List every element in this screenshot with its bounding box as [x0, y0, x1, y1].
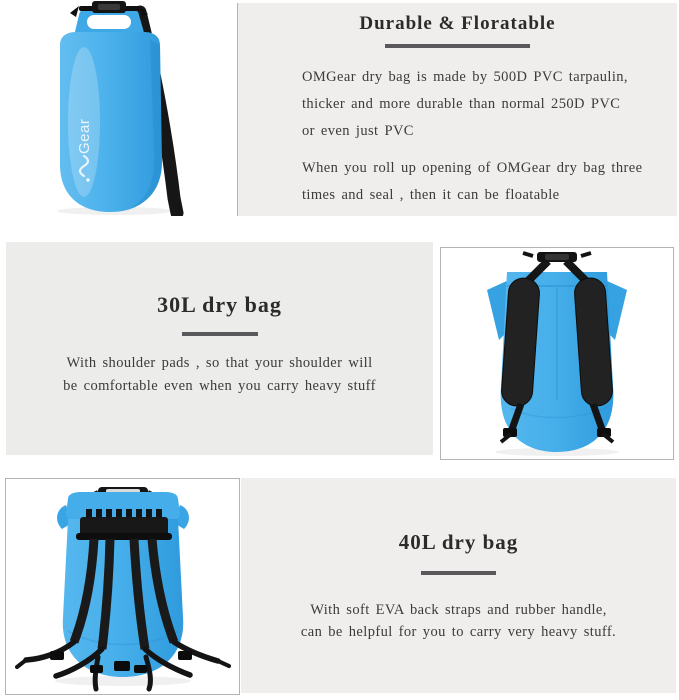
omgear-wave-dot	[86, 178, 90, 182]
dry-bag-back-harness-illustration	[6, 479, 239, 692]
paragraph-line: When you roll up opening of OMGear dry bag three	[302, 160, 643, 176]
photo-dry-bag-back-straps	[5, 478, 240, 695]
heading-divider	[421, 571, 496, 575]
paragraph-eva-straps	[241, 599, 676, 643]
photo-dry-bag-front	[0, 0, 237, 216]
paragraph-floatable	[302, 155, 677, 209]
paragraph-shoulder-pads	[6, 352, 433, 398]
heading-divider	[385, 44, 530, 48]
heading-divider	[182, 332, 258, 336]
section-30l	[6, 242, 433, 455]
section-heading: 40L dry bag	[398, 530, 519, 554]
paragraph-line: times and seal , then it can be floatable	[302, 187, 560, 203]
paragraph-line: With soft EVA back straps and rubber handle,	[310, 602, 607, 618]
photo-dry-bag-shoulder-pads	[440, 247, 674, 460]
paragraph-line: be comfortable even when you carry heavy stuff	[63, 378, 376, 394]
paragraph-material	[302, 64, 677, 145]
paragraph-line: With shoulder pads , so that your shoulder will	[66, 355, 373, 371]
omgear-logo-text: Gear	[76, 118, 93, 154]
paragraph-line: or even just PVC	[302, 123, 414, 139]
section-heading: 30L dry bag	[157, 292, 282, 317]
section-durable-floratable	[237, 3, 677, 216]
dry-bag-front-illustration	[0, 0, 237, 216]
shadow	[55, 676, 191, 686]
section-heading: Durable & Floratable	[359, 13, 556, 34]
paragraph-line: can be helpful for you to carry very heavy stuff.	[300, 624, 617, 640]
paragraph-line: thicker and more durable than normal 250D PVC	[302, 96, 621, 112]
roll-top-handle-hole	[87, 15, 131, 29]
dry-bag-back-pads-illustration	[441, 248, 673, 459]
paragraph-line: OMGear dry bag is made by 500D PVC tarpaulin,	[302, 69, 628, 85]
top-buckle	[523, 252, 591, 262]
section-40l	[241, 478, 676, 693]
